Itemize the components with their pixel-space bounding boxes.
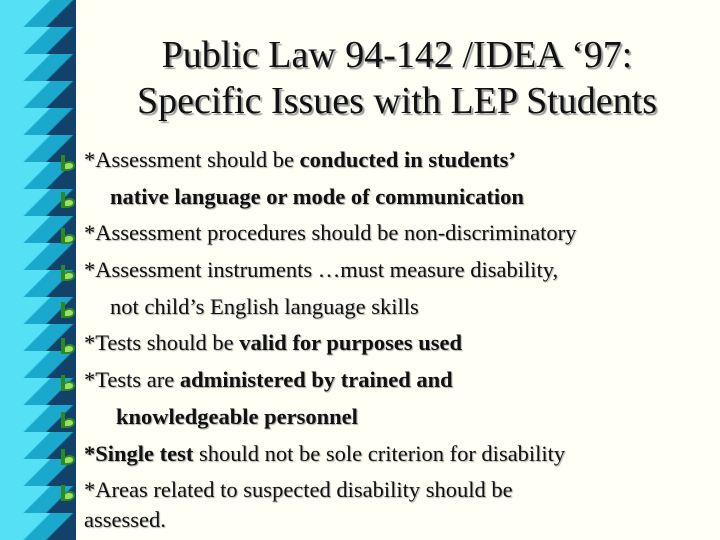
bullet-text [84, 222, 576, 244]
bullet-text-segment: should not be sole criterion for disability [193, 440, 566, 466]
bullet-list [58, 149, 718, 516]
bullet-item [58, 293, 718, 333]
bullet-text-bold: administered by trained and [179, 367, 453, 393]
bullet-item [58, 403, 718, 443]
bullet-text [84, 369, 453, 391]
slide-title-line-1: Public Law 94-142 /IDEA ‘97: [161, 34, 633, 76]
stripe-segment [0, 54, 76, 81]
book-bullet-icon [58, 190, 78, 210]
bullet-text-bold: conducted in students’ [299, 147, 516, 172]
slide-title-line-2: Specific Issues with LEP Students [137, 80, 657, 122]
stripe-segment [0, 27, 76, 54]
stripe-segment [0, 513, 76, 540]
slide-title [82, 32, 712, 124]
bullet-text [84, 149, 516, 171]
stripe-segment [0, 0, 76, 27]
bullet-text-bold: *Single test [84, 440, 194, 466]
book-bullet-icon [58, 336, 78, 356]
bullet-item [58, 259, 718, 296]
stripe-segment [0, 108, 76, 135]
bullet-text [116, 403, 358, 429]
bullet-text [110, 293, 419, 319]
bullet-text-segment: not child’s English language skills [110, 293, 419, 319]
book-bullet-icon [58, 373, 78, 393]
book-bullet-icon [58, 447, 78, 467]
bullet-text [84, 479, 513, 501]
book-bullet-icon [58, 410, 78, 430]
bullet-text [84, 259, 558, 281]
bullet-text [84, 440, 566, 466]
bullet-text-bold: valid for purposes used [239, 330, 463, 356]
book-bullet-icon [58, 226, 78, 246]
bullet-text-bold: native language or mode of communication [110, 183, 524, 209]
bullet-continuation-line: assessed. [84, 507, 166, 532]
bullet-text-bold: knowledgeable personnel [116, 403, 358, 429]
bullet-item [58, 440, 718, 480]
book-bullet-icon [58, 153, 78, 173]
bullet-text-segment: *Tests should be [84, 330, 240, 356]
bullet-text-segment: *Assessment instruments …must measure disability, [84, 257, 559, 283]
book-bullet-icon [58, 263, 78, 283]
bullet-item [58, 369, 718, 406]
bullet-item [58, 332, 718, 369]
bullet-item [58, 149, 718, 186]
bullet-item [58, 222, 718, 259]
book-bullet-icon [58, 483, 78, 503]
stripe-segment [0, 81, 76, 108]
bullet-item [58, 183, 718, 223]
book-bullet-icon [58, 300, 78, 320]
bullet-text-segment: *Assessment procedures should be non-discriminatory [84, 220, 577, 246]
bullet-text-segment: *Tests are [84, 367, 180, 393]
bullet-text-segment: *Assessment should be [84, 147, 300, 172]
bullet-text-segment: *Areas related to suspected disability should be [84, 477, 513, 503]
bullet-text [84, 332, 462, 354]
bullet-text [110, 183, 524, 209]
